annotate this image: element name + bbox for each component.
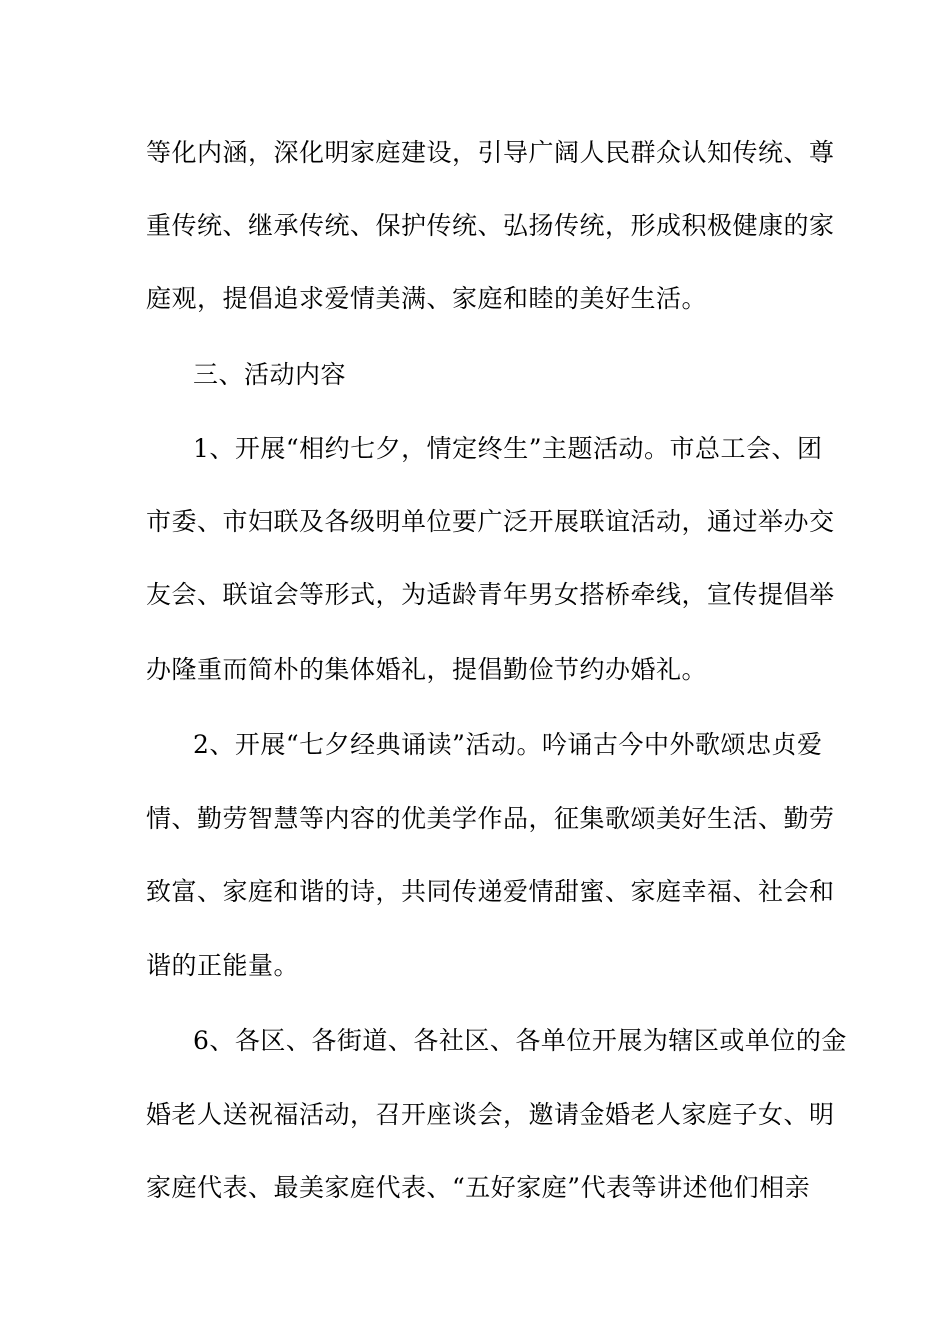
paragraph-line: 情、勤劳智慧等内容的优美学作品，征集歌颂美好生活、勤劳 xyxy=(146,804,835,833)
paragraph-line: 1、开展“相约七夕，情定终生”主题活动。市总工会、团 xyxy=(193,434,823,463)
paragraph-line: 庭观，提倡追求爱情美满、家庭和睦的美好生活。 xyxy=(146,284,708,313)
paragraph-line: 致富、家庭和谐的诗，共同传递爱情甜蜜、家庭幸福、社会和 xyxy=(146,877,835,906)
paragraph-line: 家庭代表、最美家庭代表、“五好家庭”代表等讲述他们相亲 xyxy=(146,1173,811,1202)
paragraph-line: 友会、联谊会等形式，为适龄青年男女搭桥牵线，宣传提倡举 xyxy=(146,580,835,609)
paragraph-line: 市委、市妇联及各级明单位要广泛开展联谊活动，通过举办交 xyxy=(146,507,835,536)
paragraph-line: 6、各区、各街道、各社区、各单位开展为辖区或单位的金 xyxy=(193,1026,847,1055)
paragraph-line: 办隆重而简朴的集体婚礼，提倡勤俭节约办婚礼。 xyxy=(146,655,708,684)
paragraph-line: 2、开展“七夕经典诵读”活动。吟诵古今中外歌颂忠贞爱 xyxy=(193,730,823,759)
paragraph-line: 等化内涵，深化明家庭建设，引导广阔人民群众认知传统、尊 xyxy=(146,138,835,167)
paragraph-line: 婚老人送祝福活动，召开座谈会，邀请金婚老人家庭子女、明 xyxy=(146,1100,835,1129)
paragraph-line: 重传统、继承传统、保护传统、弘扬传统，形成积极健康的家 xyxy=(146,211,835,240)
section-heading: 三、活动内容 xyxy=(193,360,347,389)
paragraph-line: 谐的正能量。 xyxy=(146,951,300,980)
